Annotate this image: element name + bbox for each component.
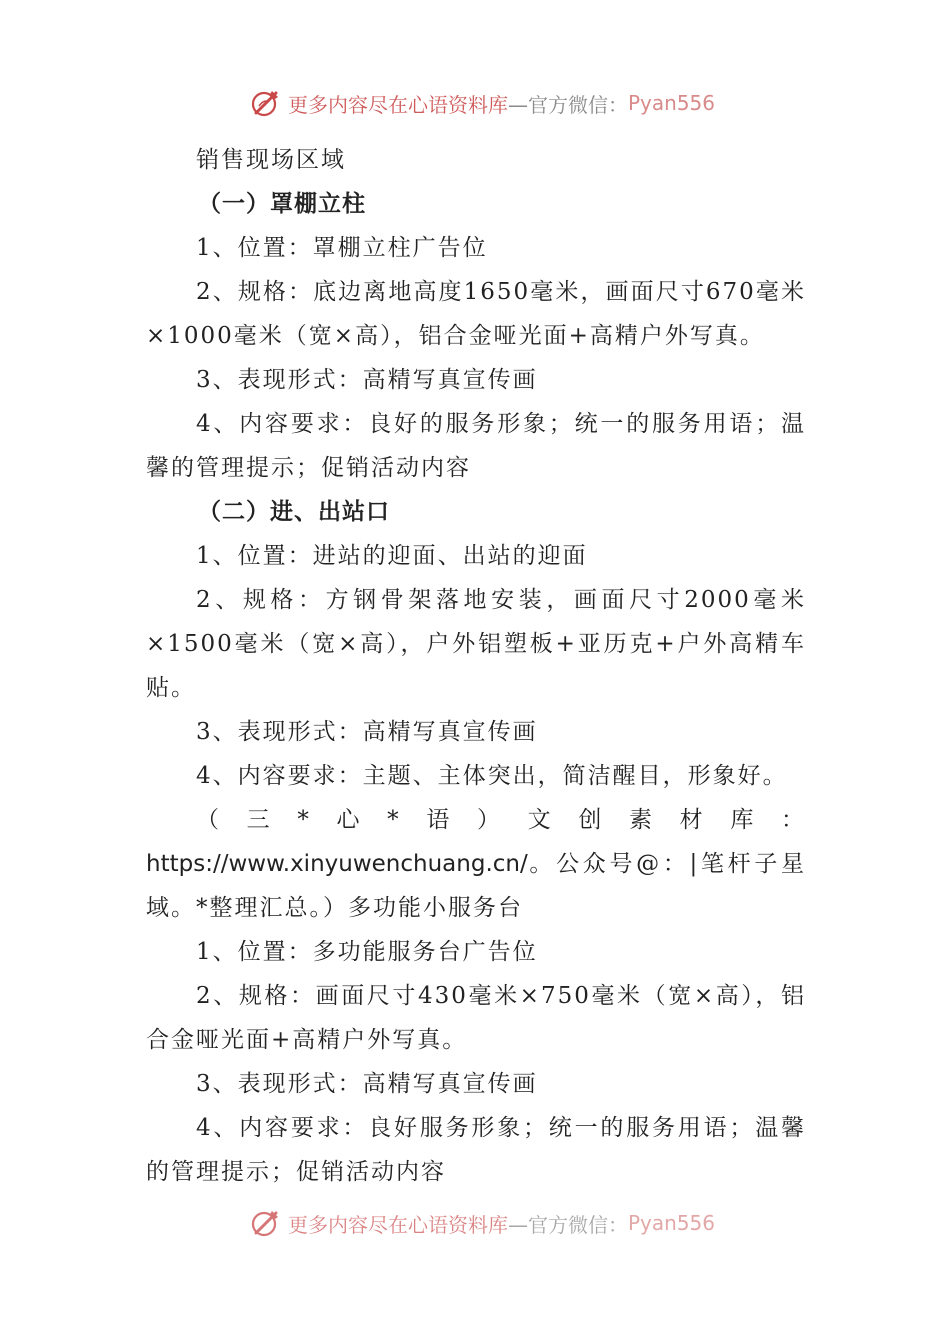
section-3-spec: 2、规格：画面尺寸430毫米×750毫米（宽×高），铝合金哑光面+高精户外写真。: [146, 983, 806, 1053]
section-3-suffix: 。公众号@：|笔杆子星域。*整理汇总。）多功能小服务台: [146, 851, 806, 921]
section-intro: 销售现场区域: [196, 147, 346, 173]
watermark-separator: —官方微信：: [508, 1212, 628, 1237]
watermark-separator: —官方微信：: [508, 92, 628, 117]
watermark-wechat-id: Pyan556: [628, 91, 716, 115]
watermark-text: 更多内容尽在心语资料库: [288, 92, 508, 117]
section-1-heading: （一）罩棚立柱: [198, 190, 366, 217]
document-body: [146, 138, 806, 1194]
pen-logo-icon: [250, 87, 282, 119]
section-1-spec: 2、规格：底边离地高度1650毫米，画面尺寸670毫米×1000毫米（宽×高），铝合金哑光面+高精户外写真。: [146, 279, 806, 349]
section-2-content-req: 4、内容要求：主题、主体突出，简洁醒目，形象好。: [196, 763, 788, 789]
watermark-wechat-id: Pyan556: [628, 1211, 716, 1235]
section-1-position: 1、位置：罩棚立柱广告位: [196, 235, 488, 261]
section-1-form: 3、表现形式：高精写真宣传画: [196, 367, 538, 393]
section-1-content-req: 4、内容要求：良好的服务形象；统一的服务用语；温馨的管理提示；促销活动内容: [146, 411, 806, 481]
section-2-position: 1、位置：进站的迎面、出站的迎面: [196, 543, 588, 569]
header-watermark: [250, 86, 770, 120]
footer-watermark: [250, 1206, 770, 1240]
source-url-link[interactable]: https://www.xinyuwenchuang.cn/: [146, 851, 528, 877]
watermark-text: 更多内容尽在心语资料库: [288, 1212, 508, 1237]
section-3-form: 3、表现形式：高精写真宣传画: [196, 1071, 538, 1097]
section-3-prefix: （三*心*语）文创素材库：: [196, 807, 806, 833]
section-2-heading: （二）进、出站口: [198, 498, 390, 525]
section-3-position: 1、位置：多功能服务台广告位: [196, 939, 538, 965]
section-2-spec: 2、规格：方钢骨架落地安装，画面尺寸2000毫米×1500毫米（宽×高），户外铝塑板+亚历克+户外高精车贴。: [146, 587, 806, 701]
section-3-heading-paragraph: [146, 798, 806, 930]
section-2-form: 3、表现形式：高精写真宣传画: [196, 719, 538, 745]
pen-logo-icon: [250, 1207, 282, 1239]
section-3-content-req: 4、内容要求：良好服务形象；统一的服务用语；温馨的管理提示；促销活动内容: [146, 1115, 806, 1185]
